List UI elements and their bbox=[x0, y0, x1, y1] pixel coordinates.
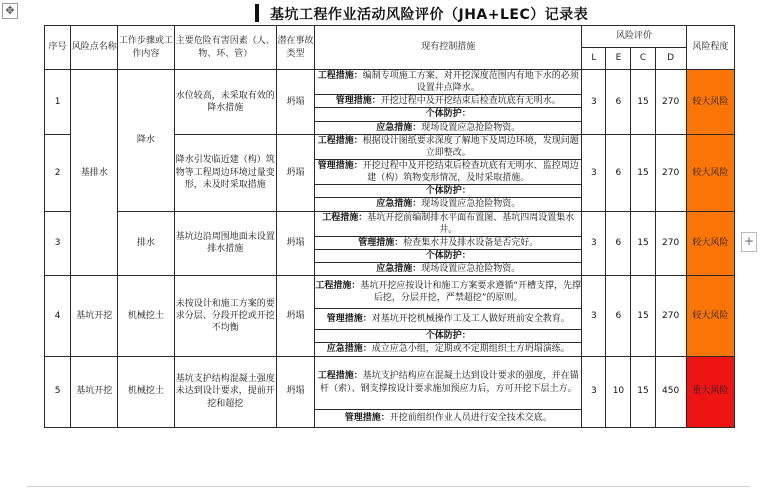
measure-management: 管理措施：对基坑开挖机械操作工及工人做好班前安全教育。 bbox=[315, 309, 582, 330]
score-L: 3 bbox=[582, 134, 606, 211]
score-C: 15 bbox=[631, 276, 655, 356]
score-D: 270 bbox=[655, 70, 686, 135]
header-eval: 风险评价 bbox=[582, 26, 686, 48]
score-L: 3 bbox=[582, 211, 606, 276]
hazard-cell: 未按设计和施工方案的要求分层、分段开挖或开挖不均衡 bbox=[174, 276, 276, 356]
header-no: 序号 bbox=[45, 26, 71, 70]
header-E: E bbox=[606, 48, 631, 70]
measure-management: 管理措施：开挖过程中及开挖结束后检查坑底有无明水。 bbox=[315, 95, 582, 108]
measure-engineering: 工程措施：根据设计图纸要求深度了解地下及周边环境，发现问题立即整改。 bbox=[315, 134, 582, 159]
score-E: 6 bbox=[606, 211, 631, 276]
measure-emergency: 应急措施：现场设置应急抢险物资。 bbox=[315, 263, 582, 276]
step-cell: 排水 bbox=[118, 211, 174, 276]
score-E: 6 bbox=[606, 70, 631, 135]
header-level: 风险程度 bbox=[686, 26, 734, 70]
risk-level-badge: 较大风险 bbox=[686, 134, 734, 211]
risk-level-badge: 较大风险 bbox=[686, 211, 734, 276]
step-cell: 机械挖土 bbox=[118, 356, 174, 427]
hazard-cell: 降水引发临近建（构）筑物等工程周边环境过量变形，未及时采取措施 bbox=[174, 134, 276, 211]
score-D: 270 bbox=[655, 211, 686, 276]
header-step: 工作步骤或工作内容 bbox=[118, 26, 174, 70]
header-hazard: 主要危险有害因素（人、物、环、管） bbox=[174, 26, 276, 70]
page-title: 基坑工程作业活动风险评价（JHA+LEC）记录表 bbox=[270, 7, 589, 23]
row-no: 2 bbox=[45, 134, 71, 211]
accident-cell: 坍塌 bbox=[276, 70, 314, 135]
score-C: 15 bbox=[631, 211, 655, 276]
risk-level-badge: 较大风险 bbox=[686, 276, 734, 356]
measure-engineering: 工程措施：编制专项施工方案、对开挖深度范围内有地下水的必须设置井点降水。 bbox=[315, 70, 582, 95]
plus-icon[interactable]: + bbox=[741, 232, 757, 252]
step-cell: 降水 bbox=[118, 70, 174, 212]
measure-ppe: 个体防护： bbox=[315, 108, 582, 121]
jha-table bbox=[44, 25, 735, 428]
measure-ppe: 个体防护： bbox=[315, 330, 582, 343]
risk-point-cell: 基坑开挖 bbox=[71, 356, 118, 427]
header-L: L bbox=[582, 48, 606, 70]
hazard-cell: 基坑支护结构混凝土强度未达到设计要求，提前开挖和超挖 bbox=[174, 356, 276, 427]
header-accident: 潜在事故类型 bbox=[276, 26, 314, 70]
risk-level-badge: 较大风险 bbox=[686, 70, 734, 135]
score-D: 450 bbox=[655, 356, 686, 427]
measure-ppe: 个体防护： bbox=[315, 185, 582, 198]
header-measures: 现有控制措施 bbox=[315, 26, 582, 70]
hazard-cell: 基坑边沿周围地面未设置排水措施 bbox=[174, 211, 276, 276]
measure-emergency: 应急措施：现场设置应急抢险物资。 bbox=[315, 121, 582, 134]
score-C: 15 bbox=[631, 134, 655, 211]
accident-cell: 坍塌 bbox=[276, 134, 314, 211]
accident-cell: 坍塌 bbox=[276, 211, 314, 276]
measure-emergency: 应急措施：成立应急小组，定期或不定期组织土方坍塌演练。 bbox=[315, 343, 582, 356]
score-L: 3 bbox=[582, 356, 606, 427]
score-L: 3 bbox=[582, 276, 606, 356]
step-cell: 机械挖土 bbox=[118, 276, 174, 356]
risk-point-cell: 基坑开挖 bbox=[71, 276, 118, 356]
score-C: 15 bbox=[631, 70, 655, 135]
header-C: C bbox=[631, 48, 655, 70]
row-no: 5 bbox=[45, 356, 71, 427]
score-E: 6 bbox=[606, 276, 631, 356]
row-no: 4 bbox=[45, 276, 71, 356]
score-E: 6 bbox=[606, 134, 631, 211]
accident-cell: 坍塌 bbox=[276, 356, 314, 427]
score-E: 10 bbox=[606, 356, 631, 427]
risk-point-cell: 基排水 bbox=[71, 70, 118, 276]
move-handle-icon[interactable]: ✥ bbox=[2, 3, 18, 19]
row-no: 3 bbox=[45, 211, 71, 276]
header-D: D bbox=[655, 48, 686, 70]
measure-engineering: 工程措施：基坑开挖应按设计和施工方案要求遵循“开槽支撑，先撑后挖，分层开挖，严禁超挖”的原则。 bbox=[315, 276, 582, 309]
measure-management: 管理措施：检查集水井及排水设备是否完好。 bbox=[315, 236, 582, 249]
measure-engineering: 工程措施：基坑支护结构应在混凝土达到设计要求的强度，并在锚杆（索）、钢支撑按设计要求施加预应力后，方可开挖下层土方。 bbox=[315, 356, 582, 409]
score-C: 15 bbox=[631, 356, 655, 427]
score-D: 270 bbox=[655, 134, 686, 211]
risk-level-badge: 重大风险 bbox=[686, 356, 734, 427]
hazard-cell: 水位较高，未采取有效的降水措施 bbox=[174, 70, 276, 135]
measure-emergency: 应急措施：现场设置应急抢险物资。 bbox=[315, 198, 582, 211]
header-risk-point: 风险点名称 bbox=[71, 26, 118, 70]
row-no: 1 bbox=[45, 70, 71, 135]
accident-cell: 坍塌 bbox=[276, 276, 314, 356]
measure-management: 管理措施：开挖过程中及开挖结束后检查坑底有无明水、监控周边建（构）筑物变形情况，及时采取措施。 bbox=[315, 159, 582, 184]
page-edge-divider bbox=[27, 486, 750, 487]
measure-engineering: 工程措施：基坑开挖前编制排水平面布置图、基坑四周设置集水井。 bbox=[315, 211, 582, 236]
measure-management: 管理措施：开挖前组织作业人员进行安全技术交底。 bbox=[315, 409, 582, 427]
score-D: 270 bbox=[655, 276, 686, 356]
score-L: 3 bbox=[582, 70, 606, 135]
measure-ppe: 个体防护： bbox=[315, 249, 582, 262]
title-marker bbox=[255, 4, 259, 22]
